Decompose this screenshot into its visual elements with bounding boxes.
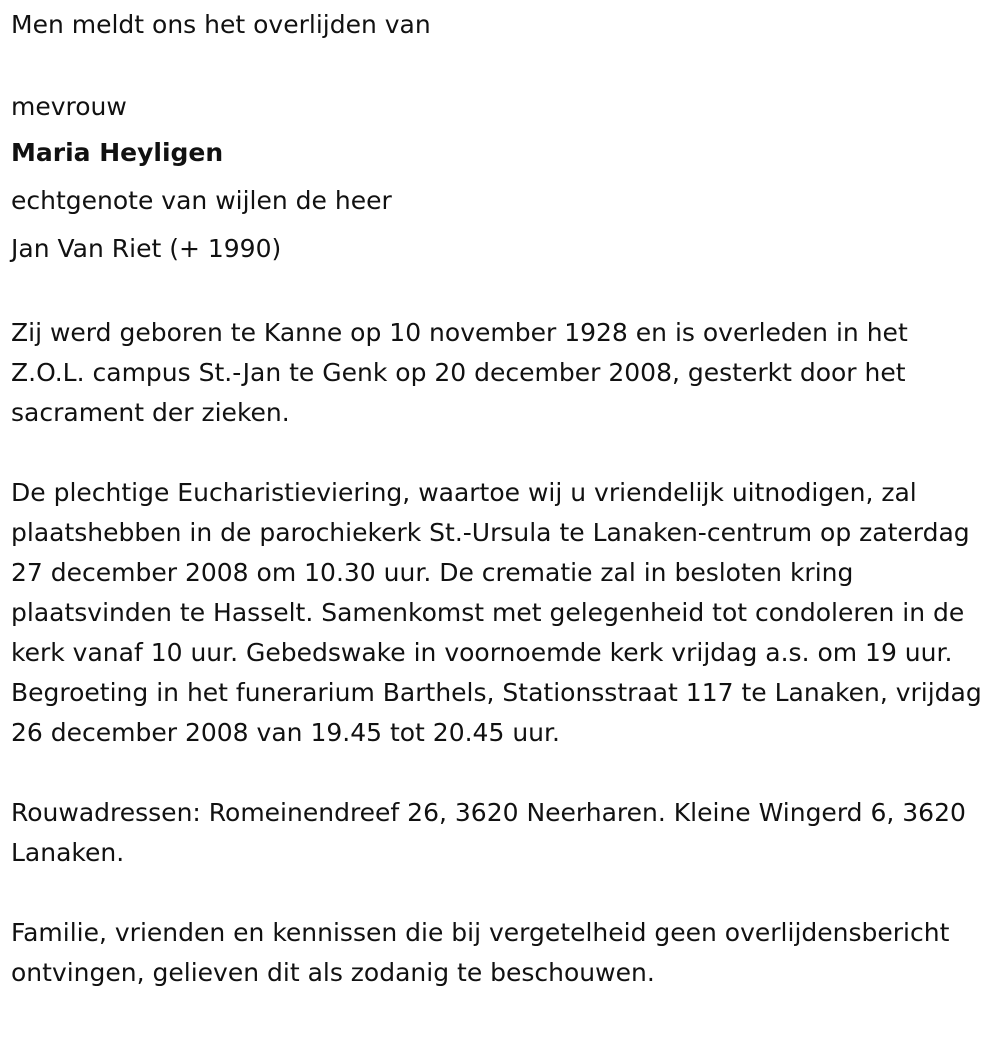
paragraph-closing: Familie, vrienden en kennissen die bij vergetelheid geen overlijdensbericht ontvingen, gelieven dit als zodanig te beschouwen. (11, 918, 950, 987)
intro-line: Men meldt ons het overlijden van (11, 10, 431, 39)
spouse-label: echtgenote van wijlen de heer (11, 186, 392, 215)
paragraph-ceremony: De plechtige Eucharistieviering, waartoe wij u vriendelijk uitnodigen, zal plaatshebben in de parochiekerk St.-Ursula te Lanaken-centrum op zaterdag 27 december 2008 om 10.30 uur. De crematie zal in besloten kring plaatsvinden te Hasselt. Samenkomst met gelegenheid tot condoleren in de kerk vanaf 10 uur. Gebedswake in voornoemde kerk vrijdag a.s. om 19 uur. Begroeting in het funerarium Barthels, Stationsstraat 117 te Lanaken, vrijdag 26 december 2008 van 19.45 tot 20.45 uur. (11, 478, 982, 747)
spouse-name: Jan Van Riet (+ 1990) (11, 234, 282, 263)
salutation: mevrouw (11, 92, 127, 121)
deceased-name: Maria Heyligen (11, 138, 224, 167)
paragraph-addresses: Rouwadressen: Romeinendreef 26, 3620 Neerharen. Kleine Wingerd 6, 3620 Lanaken. (11, 798, 966, 867)
paragraph-birth-death: Zij werd geboren te Kanne op 10 november 1928 en is overleden in het Z.O.L. campus St.-Jan te Genk op 20 december 2008, gesterkt door het sacrament der zieken. (11, 318, 908, 427)
